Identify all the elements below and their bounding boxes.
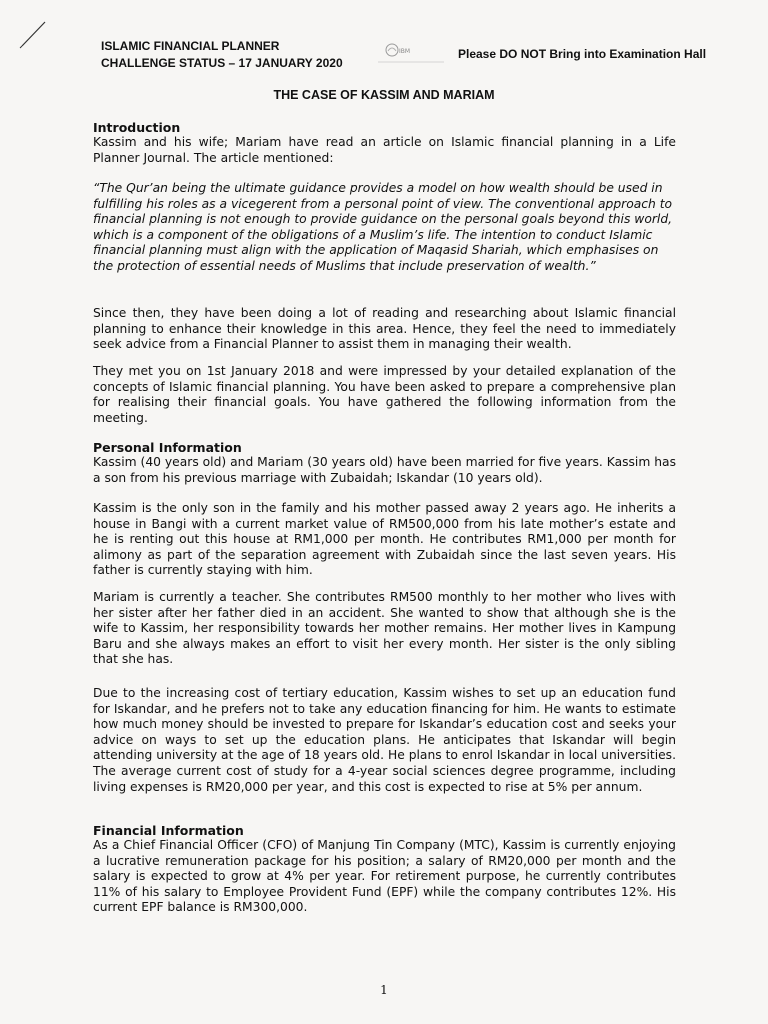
personal-information-heading: Personal Information — [93, 440, 242, 455]
personal-paragraph-4: Due to the increasing cost of tertiary education, Kassim wishes to set up an education fund for Iskandar, and he prefers not to take any education financing for him. He wants to estimate how much money should be invested to prepare for Iskandar’s education cost and seeks your advice on ways to set up the education plans. He anticipates that Iskandar will begin attending university at the age of 18 years old. He plans to enrol Iskandar in local universities. The average current cost of study for a 4-year social sciences degree programme, including living expenses is RM20,000 per year, and this cost is expected to rise at 5% per annum. — [93, 686, 676, 794]
personal-information-section — [93, 440, 676, 486]
article-quote: “The Qur’an being the ultimate guidance provides a model on how wealth should be used in fulfilling his roles as a vicegerent from a personal point of view. The conventional approach to financial planning is not enough to provide guidance on the personal goals beyond this world, which is a component of the obligations of a Muslim’s life. The intention to conduct Islamic financial planning must align with the application of Maqasid Shariah, which emphasises on the protection of essential needs of Muslims that include preservation of wealth.” — [93, 181, 673, 273]
introduction-heading: Introduction — [93, 120, 181, 135]
personal-paragraph-4-block — [93, 686, 676, 795]
financial-information-section — [93, 823, 676, 916]
header-left — [101, 38, 343, 72]
exam-hall-notice: Please DO NOT Bring into Examination Hall — [458, 47, 707, 61]
institution-logo-icon — [376, 42, 446, 66]
page-title: THE CASE OF KASSIM AND MARIAM — [273, 88, 495, 102]
introduction-paragraph-1: Kassim and his wife; Mariam have read an article on Islamic financial planning in a Life Planner Journal. The article mentioned: — [93, 135, 676, 165]
introduction-paragraph-2-block — [93, 306, 676, 353]
pen-stroke-icon — [18, 20, 48, 50]
header-program-name: ISLAMIC FINANCIAL PLANNER — [101, 39, 280, 53]
introduction-section — [93, 120, 676, 166]
introduction-paragraph-3: They met you on 1st January 2018 and were impressed by your detailed explanation of the concepts of Islamic financial planning. You have been asked to prepare a comprehensive plan for realising their financial goals. You have gathered the following information from the meeting. — [93, 364, 676, 425]
header-exam-status: CHALLENGE STATUS – 17 JANUARY 2020 — [101, 56, 343, 70]
personal-paragraph-3-block — [93, 590, 676, 668]
financial-information-heading: Financial Information — [93, 823, 244, 838]
personal-paragraph-1: Kassim (40 years old) and Mariam (30 years old) have been married for five years. Kassim has a son from his previous marriage with Zubaidah; Iskandar (10 years old). — [93, 455, 676, 485]
svg-text:IBM: IBM — [399, 48, 411, 55]
introduction-paragraph-3-block — [93, 364, 676, 426]
introduction-paragraph-2: Since then, they have been doing a lot of reading and researching about Islamic financial planning to enhance their knowledge in this area. Hence, they feel the need to immediately seek advice from a Financial Planner to assist them in managing their wealth. — [93, 306, 676, 352]
financial-paragraph-1: As a Chief Financial Officer (CFO) of Manjung Tin Company (MTC), Kassim is currently enjoying a lucrative remuneration package for his position; a salary of RM20,000 per month and the salary is expected to grow at 4% per year. For retirement purpose, he currently contributes 11% of his salary to Employee Provident Fund (EPF) while the company contributes 12%. His current EPF balance is RM300,000. — [93, 838, 676, 915]
page-number: 1 — [380, 983, 388, 997]
personal-paragraph-3: Mariam is currently a teacher. She contributes RM500 monthly to her mother who lives with her sister after her father died in an accident. She wanted to show that although she is the wife to Kassim, her responsibility towards her mother remains. Her mother lives in Kampung Baru and she always makes an effort to visit her every month. Her sister is the only sibling that she has. — [93, 590, 676, 667]
personal-paragraph-2-block — [93, 501, 676, 579]
personal-paragraph-2: Kassim is the only son in the family and his mother passed away 2 years ago. He inherits a house in Bangi with a current market value of RM500,000 from his late mother’s estate and he is renting out this house at RM1,000 per month. He contributes RM1,000 per month for alimony as part of the separation agreement with Zubaidah since the last seven years. His father is currently staying with him. — [93, 501, 676, 578]
